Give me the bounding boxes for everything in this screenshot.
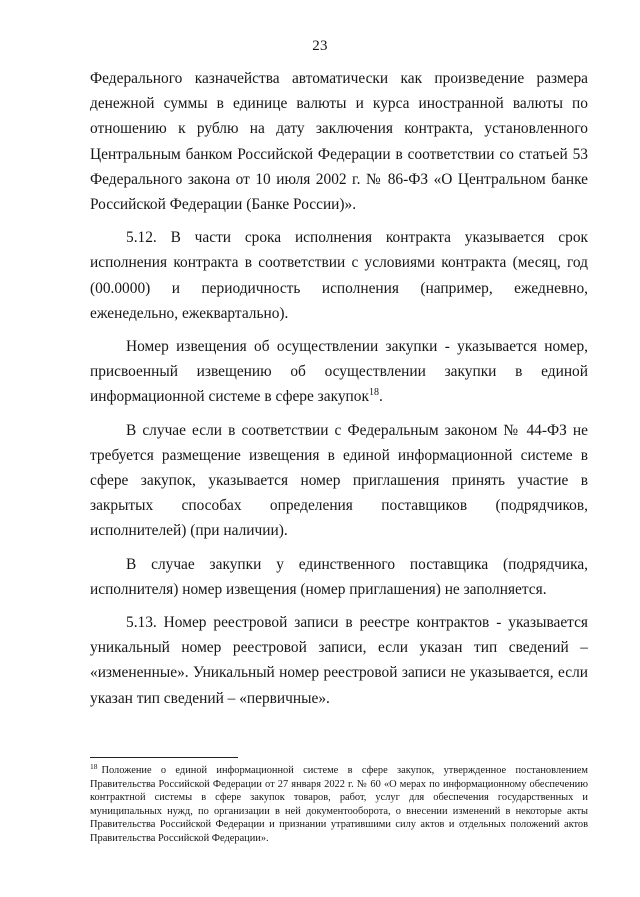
- footnote-mark: 18: [90, 761, 98, 771]
- paragraph-text: В случае если в соответствии с Федеральным законом № 44-ФЗ не требуется размещение извещения в единой информационной системе в сфере закупок, указывается номер приглашения принять участие в закрытых способах определения поставщиков (подрядчиков, исполнителей) (при наличии).: [90, 421, 588, 540]
- paragraph-5-12: [90, 225, 588, 326]
- paragraph-treasury-currency: [90, 66, 588, 217]
- paragraph-notice-number: [90, 334, 588, 410]
- footnote-text: Положение о единой информационной системе в сфере закупок, утвержденное постановлением Правительства Российской Федерации от 27 января 2022 г. № 60 «О мерах по информационному обеспечению контрактной системы в сфере закупок товаров, работ, услуг для обеспечения государственных и муниципальных нужд, по организации в ней документооборота, о внесении изменений в некоторые акты Правительства Российской Федерации и признании утратившими силу актов и отдельных положений актов Правительства Российской Федерации».: [90, 765, 588, 844]
- paragraph-text: 5.12. В части срока исполнения контракта указывается срок исполнения контракта в соответствии с условиями контракта (месяц, год (00.0000) и периодичность исполнения (например, ежедневно, еженедельно, ежеквартально).: [90, 229, 588, 322]
- paragraph-5-13: [90, 610, 588, 711]
- paragraph-text-end: .: [378, 388, 383, 406]
- paragraph-text: 5.13. Номер реестровой записи в реестре контрактов - указывается уникальный номер реестровой записи, если указан тип сведений – «измененные». Уникальный номер реестровой записи не указывается, если указан тип сведений – «первичные».: [90, 614, 588, 707]
- body-text: [90, 66, 588, 711]
- footnote-divider: [90, 757, 238, 758]
- paragraph-invitation-number: [90, 418, 588, 544]
- paragraph-text: Федерального казначейства автоматически как произведение размера денежной суммы в единице валюты и курса иностранной валюты по отношению к рублю на дату заключения контракта, установленного Центральным банком Российской Федерации в соответствии со статьей 53 Федерального закона от 10 июля 2002 г. № 86-ФЗ «О Центральном банке Российской Федерации (Банке России)».: [90, 70, 588, 214]
- paragraph-text: В случае закупки у единственного поставщика (подрядчика, исполнителя) номер извещения (номер приглашения) не заполняется.: [90, 555, 588, 598]
- page-number: 23: [312, 38, 328, 54]
- paragraph-text: Номер извещения об осуществлении закупки - указывается номер, присвоенный извещению об осуществлении закупки в единой информационной системе в сфере закупок: [90, 338, 588, 406]
- footnote-reference: 18: [368, 387, 379, 399]
- footnote: [90, 761, 588, 846]
- paragraph-single-supplier: [90, 552, 588, 602]
